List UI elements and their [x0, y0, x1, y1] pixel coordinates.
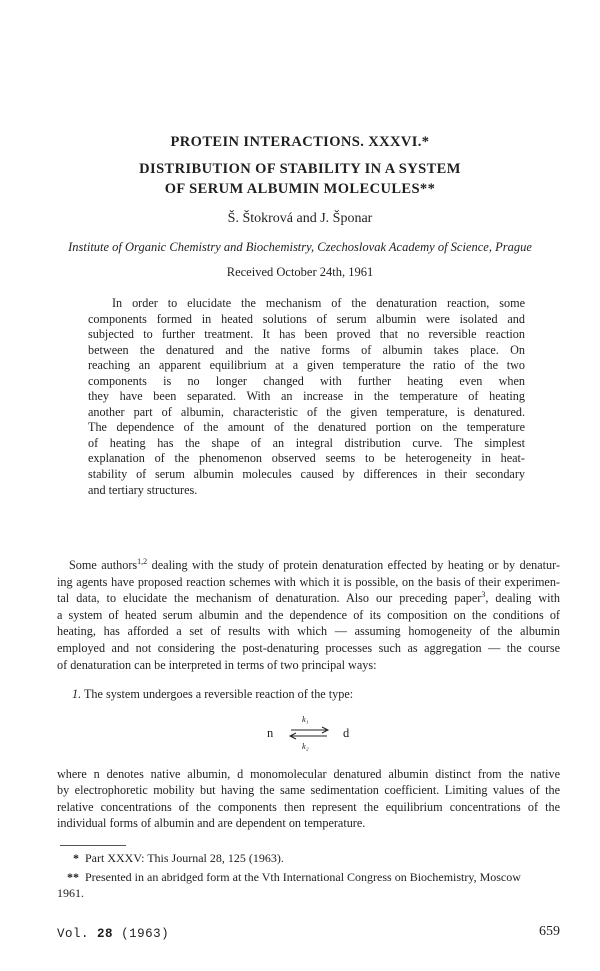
body-line: where n denotes native albumin, d monomolecular denatured albumin distinct from the native [57, 767, 560, 781]
rate-constant-forward: k₁ [302, 714, 309, 724]
abstract-line: explanation of the phenomenon observed seems to be heterogeneity in heat- [88, 451, 525, 466]
abstract-line: between the denatured and the native forms of albumin takes place. On [88, 342, 525, 357]
abstract-line: The dependence of the amount of the denatured portion on the temperature [88, 420, 525, 435]
volume-number: 28 [97, 927, 114, 941]
equation-denatured: d [343, 726, 350, 740]
abstract-line: In order to elucidate the mechanism of the denaturation reaction, some [112, 296, 525, 310]
body-line: heating, has afforded a set of results with which — assuming homogeneity of the albumin [57, 624, 560, 639]
body-line [57, 590, 560, 607]
footnote-text: 1961. [57, 885, 84, 900]
authors: Š. Štokrová and J. Šponar [227, 211, 373, 226]
footnote-mark: ** [67, 870, 79, 884]
institute: Institute of Organic Chemistry and Biochemistry, Czechoslovak Academy of Science, Prague [68, 240, 532, 254]
equilibrium-arrows-icon [285, 726, 335, 740]
abstract-line: components formed in heated solutions of serum albumin were isolated and [88, 311, 525, 326]
abstract-line: components is no longer changed with further heating even when [88, 373, 525, 388]
received-date: Received October 24th, 1961 [226, 265, 374, 279]
abstract [88, 296, 525, 498]
series-title: PROTEIN INTERACTIONS. XXXVI.* [170, 134, 430, 150]
article-title-line-2: OF SERUM ALBUMIN MOLECULES** [164, 181, 436, 197]
journal-volume [57, 927, 169, 941]
footnote-text: Part XXXV: This Journal 28, 125 (1963). [85, 851, 284, 865]
body-text: Some authors [69, 558, 138, 572]
body-line: employed and not considering the post-denaturing processes such as aggregation — the course [57, 640, 560, 655]
article-title-line-1: DISTRIBUTION OF STABILITY IN A SYSTEM [139, 161, 461, 177]
abstract-line: reaching an apparent equilibrium at a given temperature the ratio of the two [88, 358, 525, 373]
body-line: ing agents have proposed reaction schemes with which it is possible, on the basis of their experimen- [57, 574, 560, 589]
body-line [57, 557, 560, 574]
page-number: 659 [539, 924, 560, 939]
citation-ref: 3 [481, 590, 486, 600]
body-line: individual forms of albumin and are dependent on temperature. [57, 815, 366, 830]
body-line: by electrophoretic mobility but having the same sedimentation coefficient. Limiting values of the [57, 783, 560, 798]
footnote-1 [57, 851, 560, 867]
case-1-statement [72, 687, 353, 702]
footnote-mark: * [73, 851, 79, 865]
body-text: dealing with the study of protein denaturation effected by heating or by denatur- [147, 558, 561, 572]
case-text: The system undergoes a reversible reaction of the type: [81, 687, 354, 701]
citation-ref: 1,2 [137, 557, 148, 566]
intro-paragraph [57, 557, 560, 673]
footnote-text: Presented in an abridged form at the Vth International Congress on Biochemistry, Moscow [85, 870, 521, 884]
abstract-line: stability of serum albumin molecules caused by differences in their secondary [88, 467, 525, 482]
body-line: a system of heated serum albumin and the dependence of its composition on the conditions of [57, 607, 560, 622]
abstract-line: subjected to further treatment. It has been proved that no reversible reaction [88, 327, 525, 342]
body-line: relative concentrations of the components then represent the equilibrium concentrations of the [57, 799, 560, 814]
body-text: tal data, to elucidate the mechanism of denaturation. Also our preceding paper [57, 591, 482, 606]
body-line: of denaturation can be interpreted in terms of two principal ways: [57, 657, 377, 672]
abstract-line: they have been separated. With an increase in the temperature of heating [88, 389, 525, 404]
equation-native: n [267, 726, 274, 740]
definition-paragraph [57, 766, 560, 831]
rate-constant-reverse: k₂ [302, 741, 309, 751]
abstract-line: of heating has the shape of an integral distribution curve. The simplest [88, 435, 525, 450]
footnote-2 [57, 870, 560, 901]
abstract-line: and tertiary structures. [88, 482, 198, 497]
abstract-line: another part of albumin, characteristic of the given temperature, is denatured. [88, 404, 525, 419]
case-number: 1. [72, 687, 82, 701]
footnote-divider [60, 845, 126, 846]
reaction-equation [265, 714, 365, 754]
volume-year: (1963) [121, 927, 170, 941]
body-text: , dealing with [485, 591, 560, 606]
volume-label: Vol. [57, 927, 90, 941]
